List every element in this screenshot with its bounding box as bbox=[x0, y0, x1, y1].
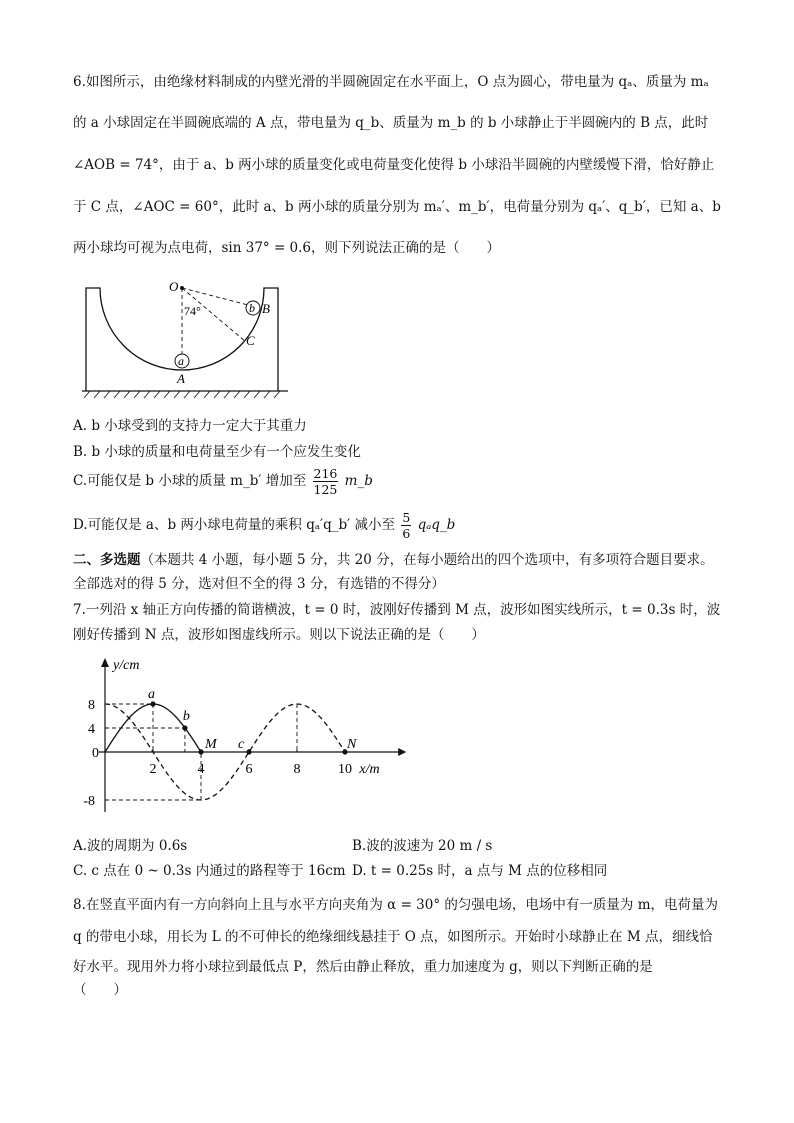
q7-stem-line1: 7.一列沿 x 轴正方向传播的简谐横波，t = 0 时，波刚好传播到 M 点，波形如图实线所示，t = 0.3s 时，波 bbox=[73, 602, 721, 618]
x-tick-label: 2 bbox=[149, 762, 157, 777]
label-C: C bbox=[246, 333, 255, 348]
q8-stem-line4: （ ） bbox=[73, 982, 127, 998]
x-tick-label: 10 bbox=[338, 762, 352, 777]
q6-option-a: A. b 小球受到的支持力一定大于其重力 bbox=[73, 418, 307, 434]
y-tick-label: 8 bbox=[88, 698, 95, 713]
wave-chart bbox=[80, 655, 410, 825]
q6-stem-line2: 的 a 小球固定在半圆碗底端的 A 点，带电量为 q_b、质量为 m_b 的 b 小球静止于半圆碗内的 B 点，此时 bbox=[73, 115, 709, 131]
point-label-b: b bbox=[182, 709, 190, 724]
ball-a-label: a bbox=[178, 354, 184, 368]
point-label-a: a bbox=[148, 687, 155, 702]
frac-den: 125 bbox=[313, 482, 338, 497]
ground-hatch bbox=[84, 391, 280, 398]
x-tick-label: 6 bbox=[245, 762, 253, 777]
q6-option-d-unit: qₐq_b bbox=[417, 517, 456, 533]
bowl-figure bbox=[76, 278, 296, 400]
q8-stem-line1: 8.在竖直平面内有一方向斜向上且与水平方向夹角为 α = 30° 的匀强电场，电场中有一质量为 m，电荷量为 bbox=[73, 897, 718, 913]
y-tick-label: -8 bbox=[83, 794, 95, 809]
q6-stem-line1: 6.如图所示，由绝缘材料制成的内壁光滑的半圆碗固定在水平面上，O 点为圆心，带电量为 qₐ、质量为 mₐ bbox=[73, 74, 709, 90]
section2-desc1: （本题共 4 小题，每小题 5 分，共 20 分，在每小题给出的四个选项中，有多项符合题目要求。 bbox=[140, 552, 714, 568]
q6-option-c-fraction bbox=[313, 466, 339, 497]
x-tick-label: 8 bbox=[293, 762, 301, 777]
point-b bbox=[182, 725, 187, 730]
q8-stem-line2: q 的带电小球，用长为 L 的不可伸长的绝缘细线悬挂于 O 点，如图所示。开始时小球静止在 M 点，细线恰 bbox=[73, 929, 713, 945]
label-A: A bbox=[177, 371, 185, 386]
q6-option-c bbox=[73, 466, 373, 497]
q6-stem-line4: 于 C 点，∠AOC = 60°，此时 a、b 两小球的质量分别为 mₐ′、m_b′，电荷量分别为 qₐ′、q_b′，已知 a、b bbox=[73, 199, 721, 215]
q6-option-c-unit: m_b bbox=[344, 473, 373, 489]
point-a bbox=[150, 701, 155, 706]
frac-num: 216 bbox=[313, 466, 338, 481]
point-c bbox=[246, 749, 251, 754]
q6-option-d-text: D.可能仅是 a、b 两小球电荷量的乘积 qₐ′q_b′ 减小至 bbox=[73, 517, 396, 533]
q7-option-c: C. c 点在 0 ~ 0.3s 内通过的路程等于 16cm bbox=[73, 863, 346, 879]
frac-num: 5 bbox=[402, 510, 411, 525]
q7-option-b: B.波的波速为 20 m / s bbox=[352, 838, 493, 854]
point-label-M: M bbox=[205, 737, 217, 752]
q7-option-d: D. t = 0.25s 时，a 点与 M 点的位移相同 bbox=[352, 863, 608, 879]
q6-option-d-fraction bbox=[401, 510, 411, 541]
section2-desc2: 全部选对的得 5 分，选对但不全的得 3 分，有选错的不得分） bbox=[73, 576, 445, 592]
frac-den: 6 bbox=[402, 526, 411, 541]
angle-label: 74° bbox=[184, 304, 201, 318]
label-B: B bbox=[262, 301, 270, 316]
y-tick-label: 4 bbox=[88, 722, 95, 737]
x-axis-label: x/m bbox=[359, 762, 380, 777]
point-M bbox=[198, 749, 203, 754]
q6-option-b: B. b 小球的质量和电荷量至少有一个应发生变化 bbox=[73, 444, 361, 460]
q7-option-a: A.波的周期为 0.6s bbox=[73, 838, 188, 854]
q7-stem-line2: 刚好传播到 N 点，波形如图虚线所示。则以下说法正确的是（ ） bbox=[73, 627, 485, 643]
origin-label: 0 bbox=[92, 746, 99, 761]
q6-stem-line3: ∠AOB = 74°，由于 a、b 两小球的质量变化或电荷量变化使得 b 小球沿半圆碗的内壁缓慢下滑，恰好静止 bbox=[73, 157, 715, 173]
q6-option-c-text: C.可能仅是 b 小球的质量 m_b′ 增加至 bbox=[73, 473, 307, 489]
point-label-N: N bbox=[347, 737, 357, 752]
x-tick-label: 4 bbox=[197, 762, 205, 777]
y-axis-arrow bbox=[101, 658, 109, 667]
x-axis-arrow bbox=[398, 748, 406, 756]
label-O: O bbox=[169, 279, 179, 294]
section2-header bbox=[73, 550, 714, 570]
point-label-c: c bbox=[238, 737, 245, 752]
ball-b-label: b bbox=[249, 301, 255, 315]
q8-stem-line3: 好水平。现用外力将小球拉到最低点 P，然后由静止释放，重力加速度为 g，则以下判断正确的是 bbox=[73, 959, 653, 975]
section2-title: 二、多选题 bbox=[73, 552, 141, 568]
y-axis-label: y/cm bbox=[113, 658, 140, 673]
q6-stem-line5: 两小球均可视为点电荷，sin 37° = 0.6，则下列说法正确的是（ ） bbox=[73, 240, 501, 256]
q6-option-d bbox=[73, 510, 455, 541]
